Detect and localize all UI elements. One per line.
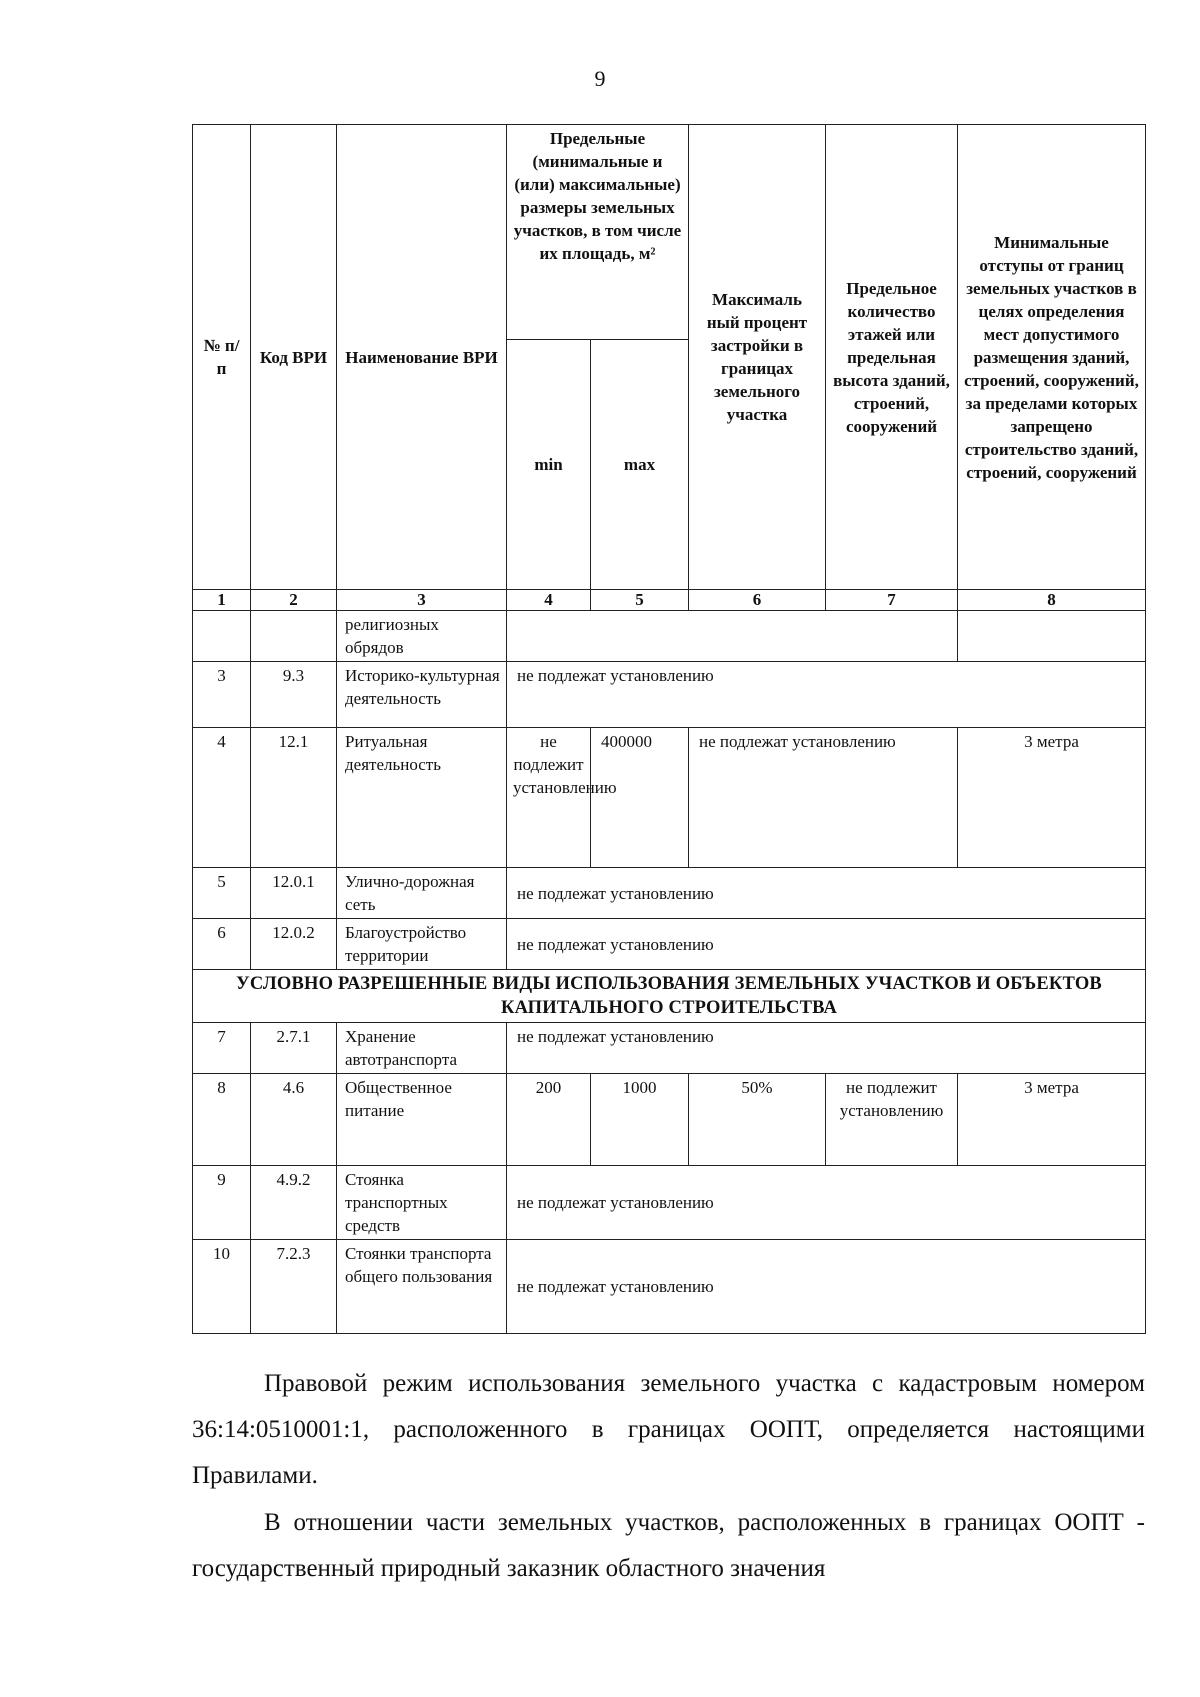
header-min: min [507,340,591,590]
row-code: 12.0.1 [251,868,337,919]
row-note: не подлежат установлению [507,868,1146,919]
row-num: 5 [193,868,251,919]
row-name: Общественное питание [337,1074,507,1166]
table-row-continuation [193,611,1146,662]
row-code: 4.6 [251,1074,337,1166]
table-row [193,662,1146,728]
col-number: 6 [689,590,826,611]
land-use-table [192,124,1146,1334]
header-percent: Максималь ный процент застройки в границах земельного участка [689,125,826,590]
paragraph-oopt-parts: В отношении части земельных участков, расположенных в границах ООПТ - государственный природный заказник областного значения [192,1509,1145,1582]
row-num: 10 [193,1240,251,1334]
row-num: 8 [193,1074,251,1166]
column-number-row [193,590,1146,611]
col-number: 5 [591,590,689,611]
header-name: Наименование ВРИ [337,125,507,590]
row-code: 7.2.3 [251,1240,337,1334]
row-code: 12.0.2 [251,919,337,970]
row-note: не подлежат установлению [507,1240,1146,1334]
header-num: № п/п [193,125,251,590]
row-min: 200 [507,1074,591,1166]
section-title: УСЛОВНО РАЗРЕШЕННЫЕ ВИДЫ ИСПОЛЬЗОВАНИЯ ЗЕМЕЛЬНЫХ УЧАСТКОВ И ОБЪЕКТОВ КАПИТАЛЬНОГО СТРОИТЕЛЬСТВА [193,970,1146,1023]
col-number: 8 [958,590,1146,611]
table-row [193,1074,1146,1166]
header-row-top [193,125,1146,340]
row-floors: не подлежит установлению [826,1074,958,1166]
table-row [193,1240,1146,1334]
col-number: 1 [193,590,251,611]
row-code: 4.9.2 [251,1166,337,1240]
header-setback: Минимальные отступы от границ земельных участков в целях определения мест допустимого размещения зданий, строений, сооружений, за пределами которых запрещено строительство зданий, строений, сооружений [958,125,1146,590]
row-name: Стоянка транспортных средств [337,1166,507,1240]
page-number: 9 [594,66,606,91]
row-num: 6 [193,919,251,970]
row-code: 9.3 [251,662,337,728]
row-name: религиозных обрядов [337,611,507,662]
table-row [193,919,1146,970]
row-note: не подлежат установлению [689,728,958,868]
row-name: Стоянки транспорта общего пользования [337,1240,507,1334]
table-row [193,868,1146,919]
row-min: не подлежит установлению [507,728,591,868]
table-row [193,728,1146,868]
row-num: 7 [193,1023,251,1074]
section-row [193,970,1146,1023]
row-num: 3 [193,662,251,728]
row-code: 12.1 [251,728,337,868]
row-percent: 50% [689,1074,826,1166]
row-name: Историко-культурная деятельность [337,662,507,728]
header-floors: Предельное количество этажей или предельная высота зданий, строений, сооружений [826,125,958,590]
row-max: 400000 [591,728,689,868]
col-number: 7 [826,590,958,611]
row-code: 2.7.1 [251,1023,337,1074]
row-name: Хранение автотранспорта [337,1023,507,1074]
row-setback: 3 метра [958,1074,1146,1166]
row-name: Благоустройство территории [337,919,507,970]
header-code: Код ВРИ [251,125,337,590]
row-note: не подлежат установлению [507,919,1146,970]
header-max: max [591,340,689,590]
header-size-group: Предельные (минимальные и (или) максимальные) размеры земельных участков, в том числе их площадь, м² [507,125,689,340]
row-name: Ритуальная деятельность [337,728,507,868]
table-row [193,1023,1146,1074]
row-note: не подлежат установлению [507,1166,1146,1240]
paragraph-legal-regime: Правовой режим использования земельного участка с кадастровым номером 36:14:0510001:1, расположенного в границах ООПТ, определяется настоящими Правилами. [192,1370,1145,1489]
table-row [193,1166,1146,1240]
row-max: 1000 [591,1074,689,1166]
col-number: 2 [251,590,337,611]
row-setback: 3 метра [958,728,1146,868]
col-number: 4 [507,590,591,611]
row-name: Улично-дорожная сеть [337,868,507,919]
row-num: 4 [193,728,251,868]
row-note: не подлежат установлению [507,662,1146,728]
row-note: не подлежат установлению [507,1023,1146,1074]
col-number: 3 [337,590,507,611]
row-num: 9 [193,1166,251,1240]
